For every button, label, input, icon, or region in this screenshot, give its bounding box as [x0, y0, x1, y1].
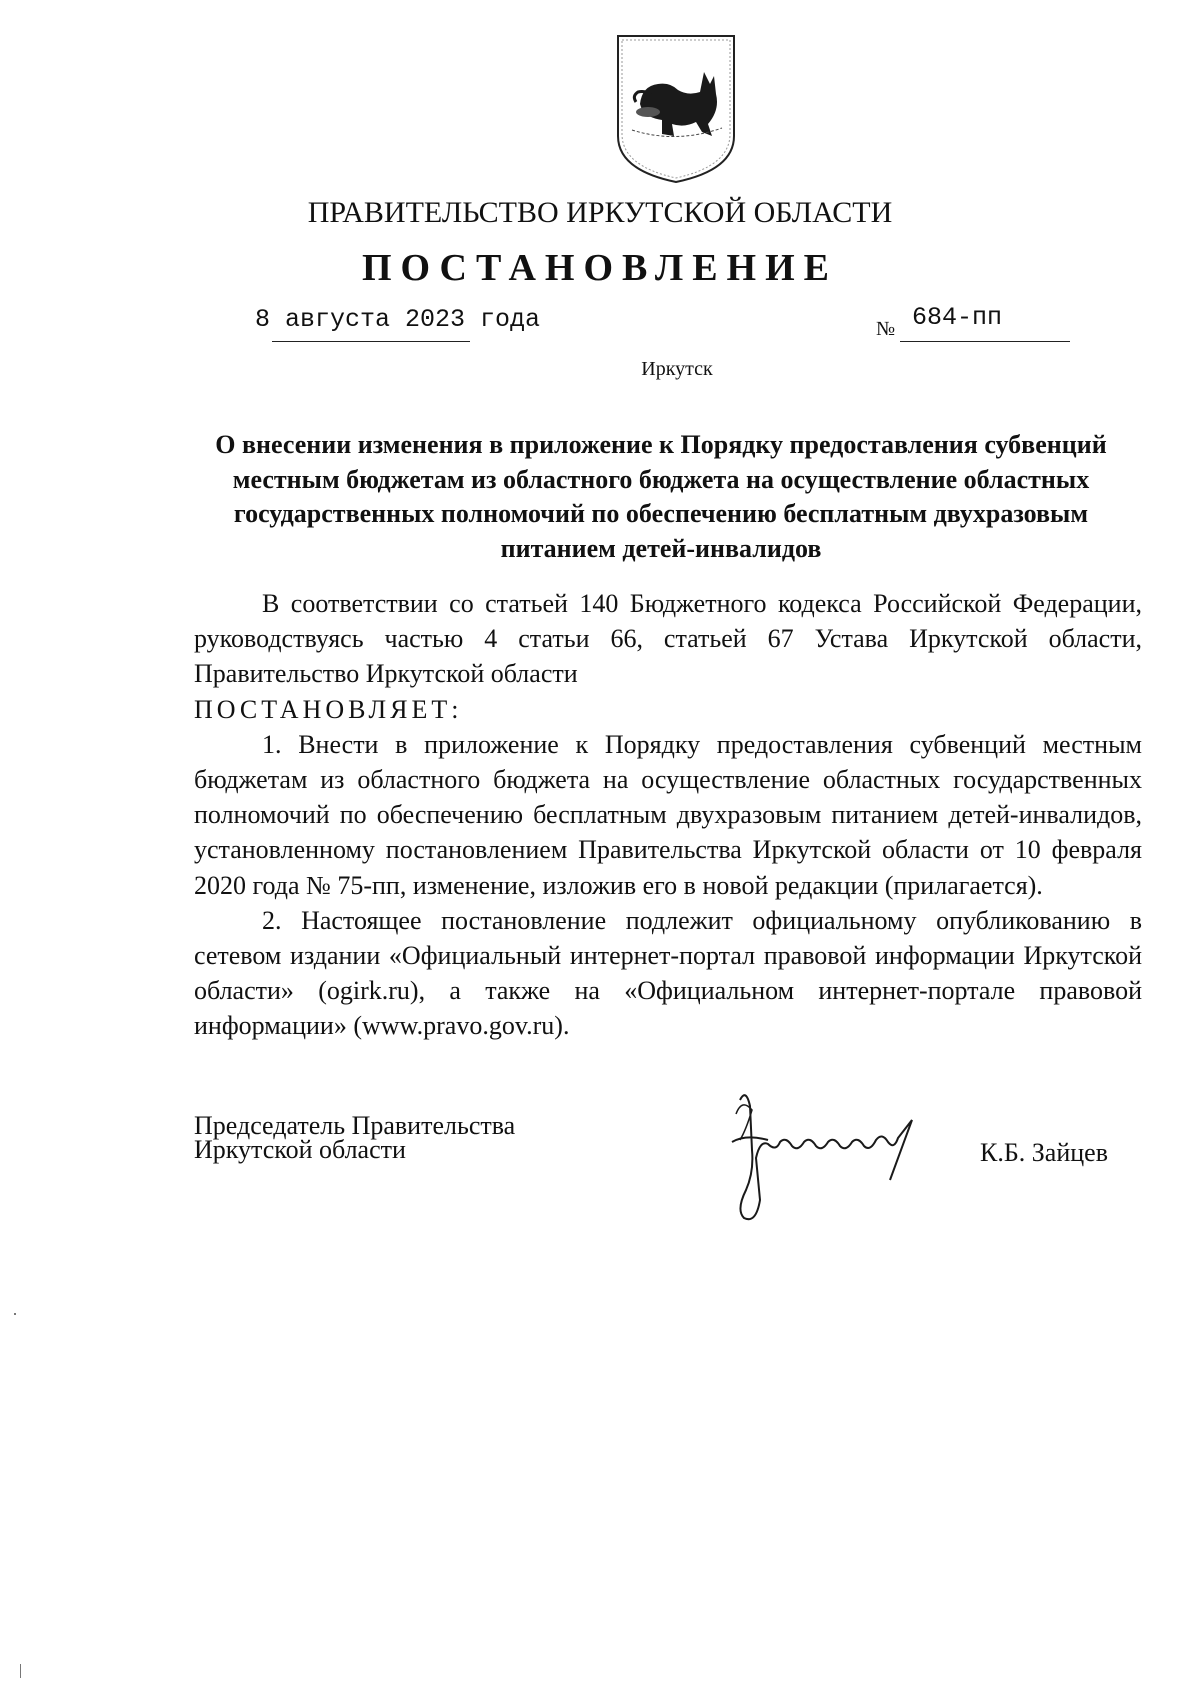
signer-position [194, 1111, 516, 1164]
date-underline [272, 341, 470, 342]
organization-name: ПРАВИТЕЛЬСТВО ИРКУТСКОЙ ОБЛАСТИ [307, 196, 893, 229]
number-sign: № [876, 318, 896, 340]
item-paragraph: 2. Настоящее постановление подлежит официальному опубликованию в сетевом издании «Официальный интернет-портал правовой информации Иркутской области» (ogirk.ru), а также на «Официальном интернет-портале правовой информации» (www.pravo.gov.ru). [194, 905, 1142, 1041]
signer-name: К.Б. Зайцев [980, 1138, 1108, 1167]
document-body [194, 586, 1142, 1044]
coat-of-arms-icon [612, 32, 740, 186]
scan-speck [14, 1313, 16, 1315]
document-date: 8 августа 2023 года [255, 305, 541, 334]
document-number: 684-пп [912, 303, 1003, 332]
item-paragraph: 1. Внести в приложение к Порядку предоставления субвенций местным бюджетам из областного бюджета на осуществление областных государственных полномочий по обеспечению бесплатным двухразовым питанием детей-инвалидов, установленному постановлением Правительства Иркутской области от 10 февраля 2020 года № 75-пп, изменение, изложив его в новой редакции (прилагается). [194, 729, 1142, 900]
document-city: Иркутск [641, 358, 713, 380]
resolves-heading: ПОСТАНОВЛЯЕТ: [194, 694, 463, 724]
number-underline [900, 341, 1070, 342]
handwritten-signature-icon [706, 1080, 966, 1230]
preamble-paragraph: В соответствии со статьей 140 Бюджетного кодекса Российской Федерации, руководствуясь частью 4 статьи 66, статьей 67 Устава Иркутской области, Правительство Иркутской области [194, 589, 1142, 689]
signer-position-line: Председатель Правительства [194, 1111, 516, 1140]
scan-mark [20, 1664, 21, 1678]
document-type: ПОСТАНОВЛЕНИЕ [361, 247, 839, 289]
signer-position-line: Иркутской области [194, 1135, 406, 1164]
document-title: О внесении изменения в приложение к Порядку предоставления субвенций местным бюджетам из областного бюджета на осуществление областных государственных полномочий по обеспечению бесплатным двухразовым питанием детей-инвалидов [215, 430, 1107, 563]
